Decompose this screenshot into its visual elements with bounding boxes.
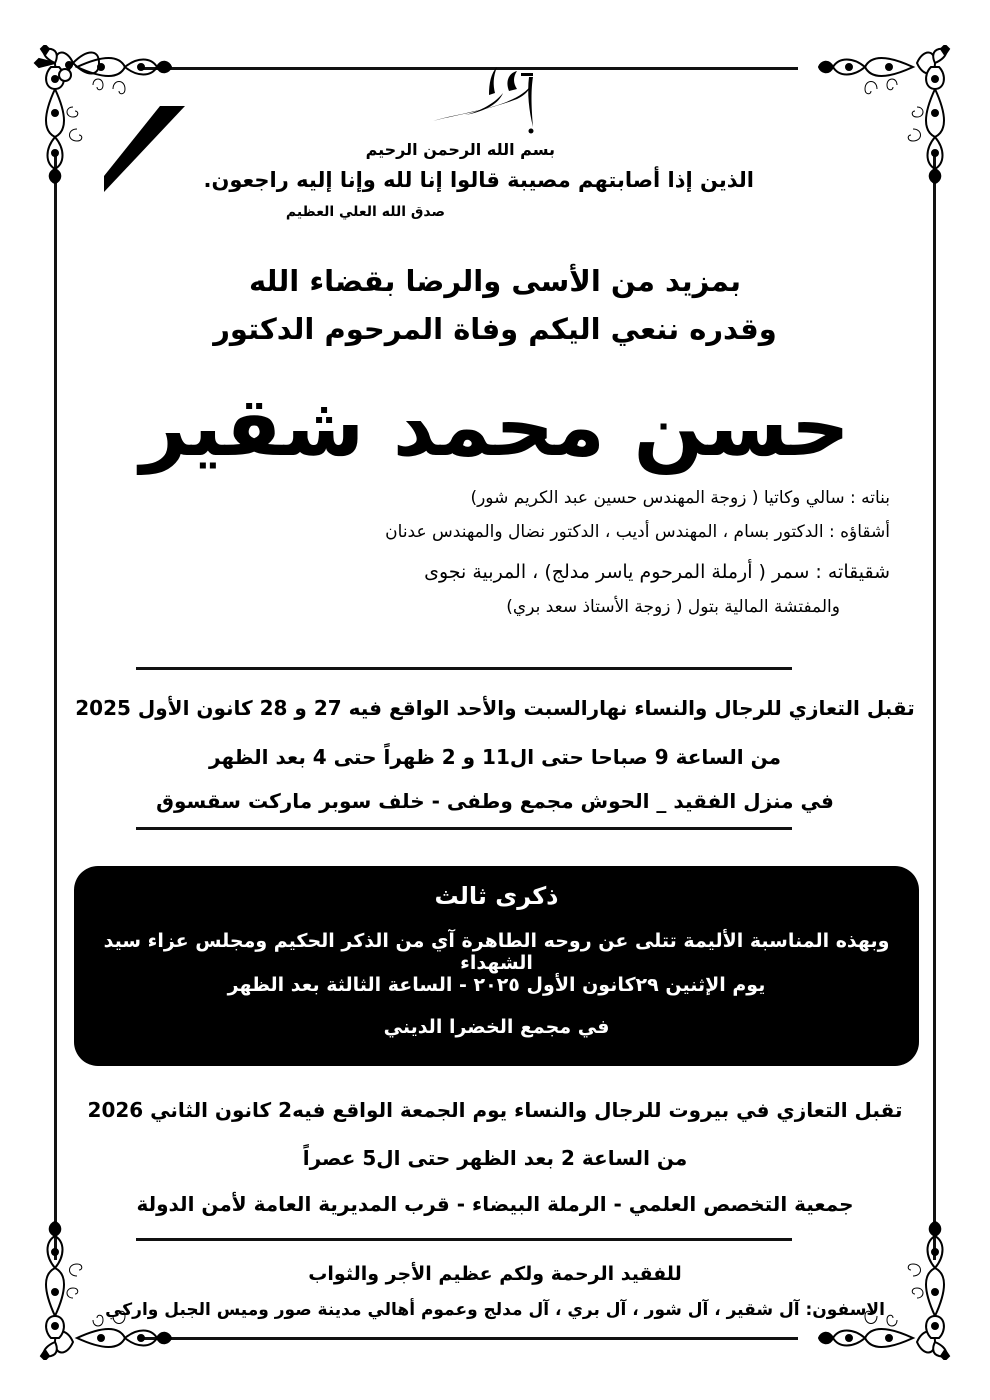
condolence-home-hours: من الساعة 9 صباحا حتى ال11 و 2 ظهراً حتى 4 بعد الظهر bbox=[209, 745, 781, 769]
condolence-beirut-hours: من الساعة 2 بعد الظهر حتى ال5 عصراً bbox=[302, 1146, 688, 1170]
basmala: بسم الله الرحمن الرحيم bbox=[365, 140, 555, 159]
condolence-home-location: في منزل الفقيد _ الحوش مجمع وطفى - خلف سوبر ماركت سقسوق bbox=[156, 789, 834, 813]
mourners-list: الاسفون: آل شقير ، آل شور ، آل بري ، آل مدلج وعموم أهالي مدينة صور وميس الجبل واركي bbox=[105, 1300, 885, 1320]
deceased-name: حسن محمد شقير bbox=[140, 380, 850, 475]
border-bottom bbox=[138, 1337, 798, 1340]
condolence-home-dates: تقبل التعازي للرجال والنساء نهارالسبت والأحد الواقع فيه 27 و 28 كانون الأول 2025 bbox=[75, 696, 915, 720]
memorial-line-2: يوم الإثنين ٢٩كانون الأول ٢٠٢٥ - الساعة الثالثة بعد الظهر bbox=[227, 974, 766, 996]
announcement-line-1: بمزيد من الأسى والرضا بقضاء الله bbox=[248, 264, 742, 298]
condolence-beirut-dates: تقبل التعازي في بيروت للرجال والنساء يوم الجمعة الواقع فيه2 كانون الثاني 2026 bbox=[87, 1098, 903, 1122]
closing-prayer: للفقيد الرحمة ولكم عظيم الأجر والثواب bbox=[308, 1263, 682, 1285]
corner-ornament-icon bbox=[817, 1220, 957, 1360]
corner-ornament-icon bbox=[817, 45, 957, 185]
divider bbox=[136, 1238, 792, 1241]
quran-verse: الذين إذا أصابتهم مصيبة قالوا إنا لله وإنا إليه راجعون. bbox=[203, 168, 754, 192]
family-sisters: شقيقاته : سمر ( أرملة المرحوم ياسر مدلج) ، المربية نجوى bbox=[424, 561, 890, 583]
memorial-line-3: في مجمع الخضرا الديني bbox=[383, 1016, 610, 1038]
border-left bbox=[54, 150, 57, 1260]
family-sisters-continued: والمفتشة المالية بتول ( زوجة الأستاذ سعد بري) bbox=[506, 597, 840, 617]
family-brothers: أشقاؤه : الدكتور بسام ، المهندس أديب ، الدكتور نضال والمهندس عدنان bbox=[385, 522, 890, 542]
memorial-box bbox=[74, 866, 919, 1066]
condolence-beirut-location: جمعية التخصص العلمي - الرملة البيضاء - قرب المديرية العامة لأمن الدولة bbox=[136, 1192, 854, 1216]
announcement-line-2: وقدره ننعي اليكم وفاة المرحوم الدكتور bbox=[213, 312, 777, 346]
memorial-line-1: وبهذه المناسبة الأليمة تتلى عن روحه الطاهرة آي من الذكر الحكيم ومجلس عزاء سيد الشهداء bbox=[103, 930, 890, 974]
sadaq-allah: صدق الله العلي العظيم bbox=[285, 204, 445, 220]
border-right bbox=[933, 150, 936, 1260]
memorial-title: ذكرى ثالث bbox=[434, 882, 559, 910]
family-daughters: بناته : سالي وكاتيا ( زوجة المهندس حسين عبد الكريم شور) bbox=[470, 488, 890, 508]
bismihi-taala-calligraphy bbox=[425, 55, 565, 135]
mourning-ribbon-icon bbox=[100, 104, 190, 194]
divider bbox=[136, 827, 792, 830]
divider bbox=[136, 667, 792, 670]
corner-ornament-icon bbox=[33, 1220, 173, 1360]
